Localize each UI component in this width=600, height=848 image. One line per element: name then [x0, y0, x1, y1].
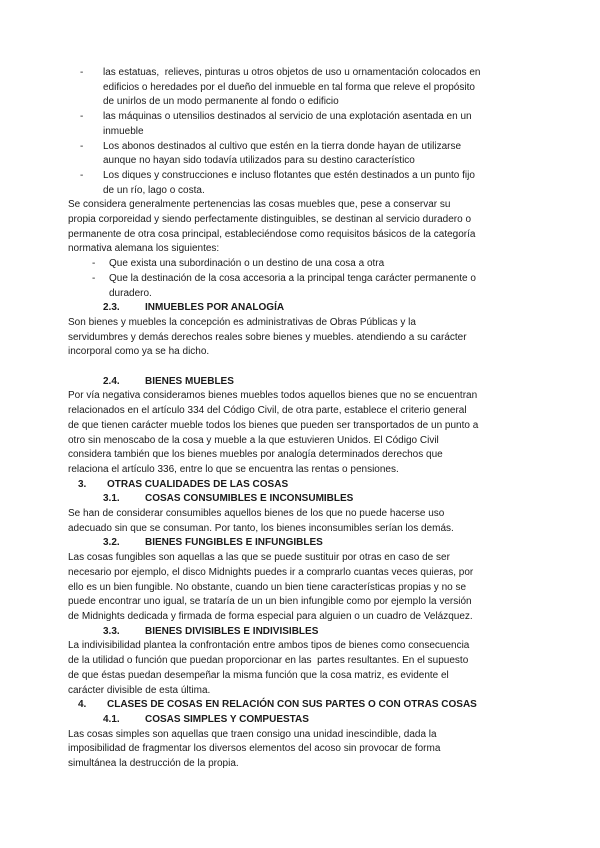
paragraph [68, 316, 540, 360]
paragraph-line: puede encontrar uno igual, se trataría de un un bien infungible como por ejemplo la versión [68, 596, 472, 608]
paragraph [68, 507, 540, 536]
bullet-dash-icon: - [92, 272, 96, 284]
bullet-line: de un río, lago o costa. [103, 184, 205, 196]
heading-text: INMUEBLES POR ANALOGÍA [145, 302, 285, 314]
heading-text: COSAS CONSUMIBLES E INCONSUMIBLES [145, 493, 354, 505]
paragraph-line: propia corporeidad y siendo perfectamente distinguibles, se destinan al servicio duradero o [68, 214, 472, 226]
bullet-dash-icon: - [80, 140, 84, 152]
paragraph [68, 728, 540, 772]
bullet-dash-icon: - [92, 258, 96, 270]
paragraph-line: carácter divisible de esta última. [68, 684, 211, 696]
paragraph-line: otro sin menoscabo de la cosa y mueble a la que estuvieren Unidos. El Código Civil [68, 434, 439, 446]
bullet-line: Los abonos destinados al cultivo que estén en la tierra donde hayan de utilizarse [103, 140, 462, 152]
paragraph [68, 551, 540, 625]
bullet-line: duradero. [109, 287, 152, 299]
paragraph [68, 389, 540, 477]
document-root [68, 66, 540, 772]
paragraph-line: normativa alemana los siguientes: [68, 243, 220, 255]
heading-text: BIENES FUNGIBLES E INFUNGIBLES [145, 537, 323, 549]
paragraph-line: relaciona el artículo 336, entre lo que se encuentra las rentas o pensiones. [68, 463, 399, 475]
paragraph-line: de Midnights dedicada y firmada de forma especial para alguien o un cuadro de Velázquez. [68, 611, 473, 622]
paragraph-line: Se han de considerar consumibles aquellos bienes de los que no puede hacerse uso [68, 508, 445, 520]
bullet-item [68, 110, 540, 139]
bullet-item [68, 140, 540, 169]
paragraph-line: Son bienes y muebles la concepción es administrativas de Obras Públicas y la [68, 316, 416, 328]
section-heading [68, 301, 540, 316]
bullet-line: Los diques y construcciones e incluso flotantes que estén destinados a un punto fijo [103, 169, 475, 181]
bullet-dash-icon: - [80, 67, 84, 78]
paragraph-line: simultánea la destrucción de la propia. [68, 758, 239, 770]
bullet-line: Que exista una subordinación o un destino de una cosa a otra [109, 258, 385, 270]
heading-number: 3.1. [103, 493, 120, 505]
heading-text: BIENES MUEBLES [145, 375, 234, 387]
paragraph-line: relacionados en el artículo 334 del Código Civil, de otra parte, establece el criterio general [68, 405, 467, 417]
section-heading [68, 698, 540, 713]
paragraph-line: ello es un bien fungible. No obstante, cuando un bien tiene características propias y no se [68, 581, 467, 593]
paragraph-line: incorporal como ya se ha dicho. [68, 346, 210, 358]
bullet-line: de unirlos de un modo permanente al fondo o edificio [103, 96, 339, 108]
bullet-list [68, 257, 540, 301]
heading-number: 2.3. [103, 302, 120, 314]
paragraph-line: de que tienen carácter mueble todos los bienes que pueden ser transportados de un punto a [68, 419, 479, 431]
bullet-item [68, 272, 540, 301]
bullet-dash-icon: - [80, 169, 84, 181]
bullet-line: las estatuas, relieves, pinturas u otros objetos de uso u ornamentación colocados en [103, 67, 481, 78]
heading-number: 3. [78, 478, 87, 490]
bullet-item [68, 169, 540, 198]
paragraph-line: considera también que los bienes muebles por analogía determinados derechos que [68, 449, 443, 461]
paragraph-line: Se considera generalmente pertenencias las cosas muebles que, pese a conservar su [68, 199, 451, 211]
bullet-item [68, 66, 540, 110]
heading-number: 3.2. [103, 537, 120, 549]
paragraph-line: Las cosas simples son aquellas que traen consigo una unidad inescindible, dada la [68, 728, 437, 740]
heading-text: COSAS SIMPLES Y COMPUESTAS [145, 713, 309, 725]
paragraph-line: de la utilidad o función que puedan proporcionar en las partes resultantes. En el supuesto [68, 655, 469, 667]
bullet-line: Que la destinación de la cosa accesoria a la principal tenga carácter permanente o [109, 272, 476, 284]
section-heading [68, 478, 540, 493]
paragraph-line: imposibilidad de fragmentar los diversos elementos del acoso sin provocar de forma [68, 743, 441, 755]
section-heading [68, 713, 540, 728]
paragraph-line: permanente de otra cosa principal, estableciéndose como requisitos básicos de la categoría [68, 228, 476, 240]
paragraph-line: servidumbres y demás derechos reales sobre bienes y muebles. atendiendo a su carácter [68, 331, 467, 343]
paragraph [68, 198, 540, 257]
bullet-line: edificios o heredades por el dueño del inmueble en tal forma que releve el propósito [103, 81, 475, 93]
paragraph-line: necesario por ejemplo, el disco Midnights puedes ir a comprarlo cuantas veces quieras, por [68, 566, 474, 578]
paragraph-line: Las cosas fungibles son aquellas a las que se puede sustituir por otras en caso de ser [68, 552, 450, 564]
heading-number: 4.1. [103, 713, 120, 725]
section-heading [68, 536, 540, 551]
heading-number: 3.3. [103, 625, 120, 637]
bullet-line: inmueble [103, 125, 144, 137]
paragraph-line: La indivisibilidad plantea la confrontación entre ambos tipos de bienes como consecuencia [68, 640, 470, 652]
bullet-dash-icon: - [80, 111, 84, 123]
paragraph-line: Por vía negativa consideramos bienes muebles todos aquellos bienes que no se encuentran [68, 390, 478, 402]
section-heading [68, 492, 540, 507]
paragraph [68, 639, 540, 698]
heading-text: BIENES DIVISIBLES E INDIVISIBLES [145, 625, 319, 637]
bullet-line: las máquinas o utensilios destinados al servicio de una explotación asentada en un [103, 111, 472, 123]
section-heading [68, 375, 540, 390]
heading-number: 4. [78, 699, 87, 711]
bullet-item [68, 257, 540, 272]
bullet-line: aunque no hayan sido todavía utilizados para su destino característico [103, 155, 415, 167]
paragraph-line: adecuado sin que se consuman. Por tanto, los bienes inconsumibles serían los demás. [68, 522, 454, 534]
bullet-list [68, 66, 540, 198]
heading-text: CLASES DE COSAS EN RELACIÓN CON SUS PARTES O CON OTRAS COSAS [107, 699, 477, 711]
blank-line [68, 360, 540, 375]
section-heading [68, 625, 540, 640]
heading-text: OTRAS CUALIDADES DE LAS COSAS [107, 478, 289, 490]
heading-number: 2.4. [103, 375, 120, 387]
paragraph-line: de que éstas puedan desempeñar la misma función que la cosa matriz, es evidente el [68, 669, 449, 681]
